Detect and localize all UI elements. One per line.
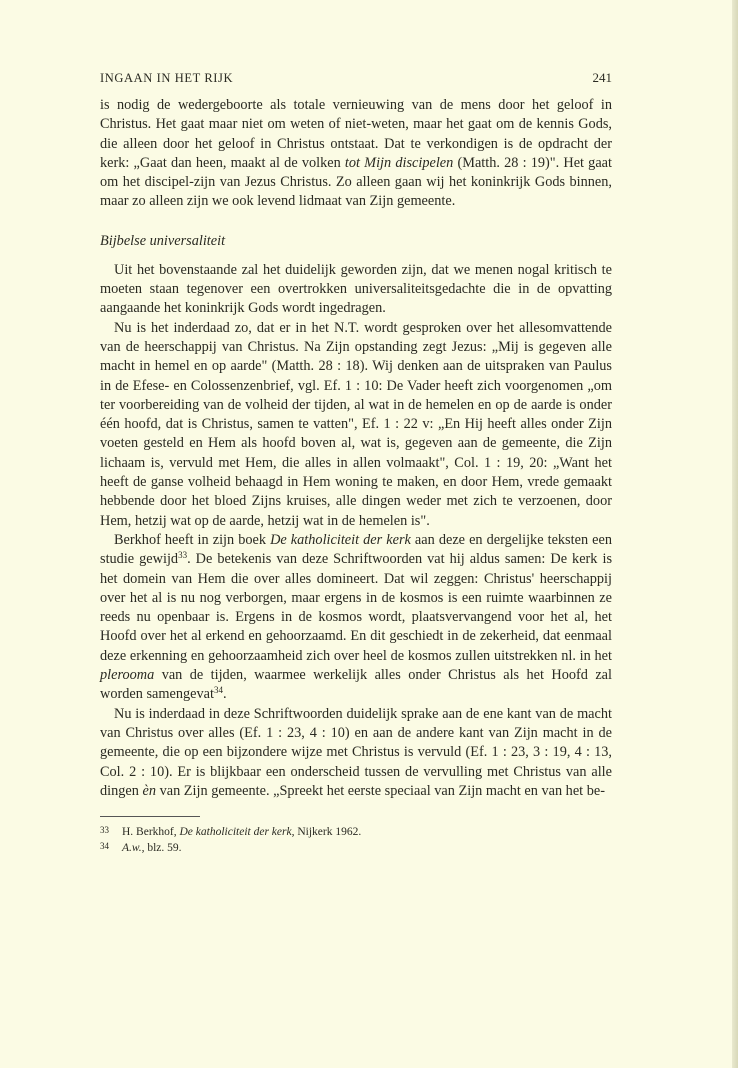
paragraph-2: Uit het bovenstaande zal het duidelijk geworden zijn, dat we menen nogal kritisch te moeten staan tegenover een overtrokken universaliteitsgedachte die in de opvatting aangaande het koninkrijk Gods wordt ingedragen. [100, 261, 612, 317]
italic-phrase: tot Mijn discipelen [344, 154, 454, 171]
footnote-34: 34 A.w., blz. 59. [100, 841, 182, 855]
paragraph-1: is nodig de wedergeboorte als totale vernieuwing van de mens door het geloof in Christus. Het gaat maar niet om weten of niet-weten, maar het gaat om de kennis Gods, die alleen door het geloof in Christus ontstaat. Dat te verkondigen is de opdracht der kerk: „Gaat dan heen, maakt al de volken tot Mijn discipelen (Matth. 28 : 19)". Het gaat om het discipel-zijn van Jezus Christus. Zo alleen gaan wij het koninkrijk Gods binnen, maar zo alleen zijn we ook levend lidmaat van Zijn gemeente. [100, 97, 612, 210]
footnote-33: 33 H. Berkhof, De katholiciteit der kerk, Nijkerk 1962. [100, 825, 362, 839]
paragraph-5: Nu is inderdaad in deze Schriftwoorden duidelijk sprake aan de ene kant van de macht van Christus over alles (Ef. 1 : 23, 4 : 10) en aan de andere kant van Zijn macht in de gemeente, die op een bijzondere wijze met Christus is vervuld (Ef. 1 : 23, 3 : 19, 4 : 13, Col. 2 : 10). Er is blijkbaar een onderscheid tussen de vervulling met Christus van alle dingen èn van Zijn gemeente. „Spreekt het eerste speciaal van Zijn macht en van het be- [100, 705, 612, 799]
section-heading: Bijbelse universaliteit [100, 232, 226, 249]
footnote-ref-33[interactable]: 33 [178, 550, 188, 561]
page-edge-shadow [732, 0, 738, 1068]
running-title: INGAAN IN HET RIJK [100, 71, 234, 85]
page-number: 241 [592, 70, 612, 85]
body-text [100, 96, 612, 801]
running-header [100, 70, 612, 86]
footnote-ref-34[interactable]: 34 [213, 685, 223, 696]
paragraph-4: Berkhof heeft in zijn boek De katholiciteit der kerk aan deze en dergelijke teksten een studie gewijd$^{33}$. De betekenis van deze Schriftwoorden vat hij aldus samen: De kerk is het domein van Hem die over alles domineert. Dat wil zeggen: Christus' heerschappij over het al is nu nog verborgen, maar ergens in de kosmos is een ruimte waarbinnen ze reeds nu openbaar is. Ergens in de kosmos wordt, plaatsvervangend voor het al, het Hoofd over het al erkend en gehoorzaamd. En dit geschiedt in de zekerheid, dat eenmaal deze erkenning en gehoorzaamheid zich over heel de kosmos zullen uitstrekken nl. in het plerooma van de tijden, waarmee werkelijk alles onder Christus als het Hoofd zal worden samengevat$^{34}$. [100, 531, 613, 703]
greek-term: plerooma [100, 667, 155, 684]
book-title: De katholiciteit der kerk [270, 531, 411, 548]
paragraph-3: Nu is het inderdaad zo, dat er in het N.T. wordt gesproken over het allesomvattende van de heerschappij van Christus. Na Zijn opstanding zegt Jezus: „Mij is gegeven alle macht in hemel en op aarde" (Matth. 28 : 18). Wij denken aan de uitspraken van Paulus in de Efese- en Colossenzenbrief, vgl. Ef. 1 : 10: De Vader heeft zich voorgenomen „om ter voorbereiding van de volheid der tijden, al wat in de hemelen en op de aarde is onder één hoofd, dat is Christus, samen te vatten", Ef. 1 : 22 v: „En Hij heeft alles onder Zijn voeten gesteld en Hem als hoofd boven al, wat is, gegeven aan de gemeente, die Zijn lichaam is, vervuld met Hem, die alles in allen volmaakt", Col. 1 : 19, 20: „Want het heeft de ganse volheid behaagd in Hem woning te maken, en door Hem, vrede gemaakt hebbende door het bloed Zijns kruises, alle dingen weder met zich te verzoenen, door Hem, hetzij wat op de aarde, hetzij wat in de hemelen is". [100, 319, 612, 529]
emphasis: èn [142, 782, 156, 799]
book-page [100, 70, 612, 855]
footnote-rule [100, 816, 200, 817]
